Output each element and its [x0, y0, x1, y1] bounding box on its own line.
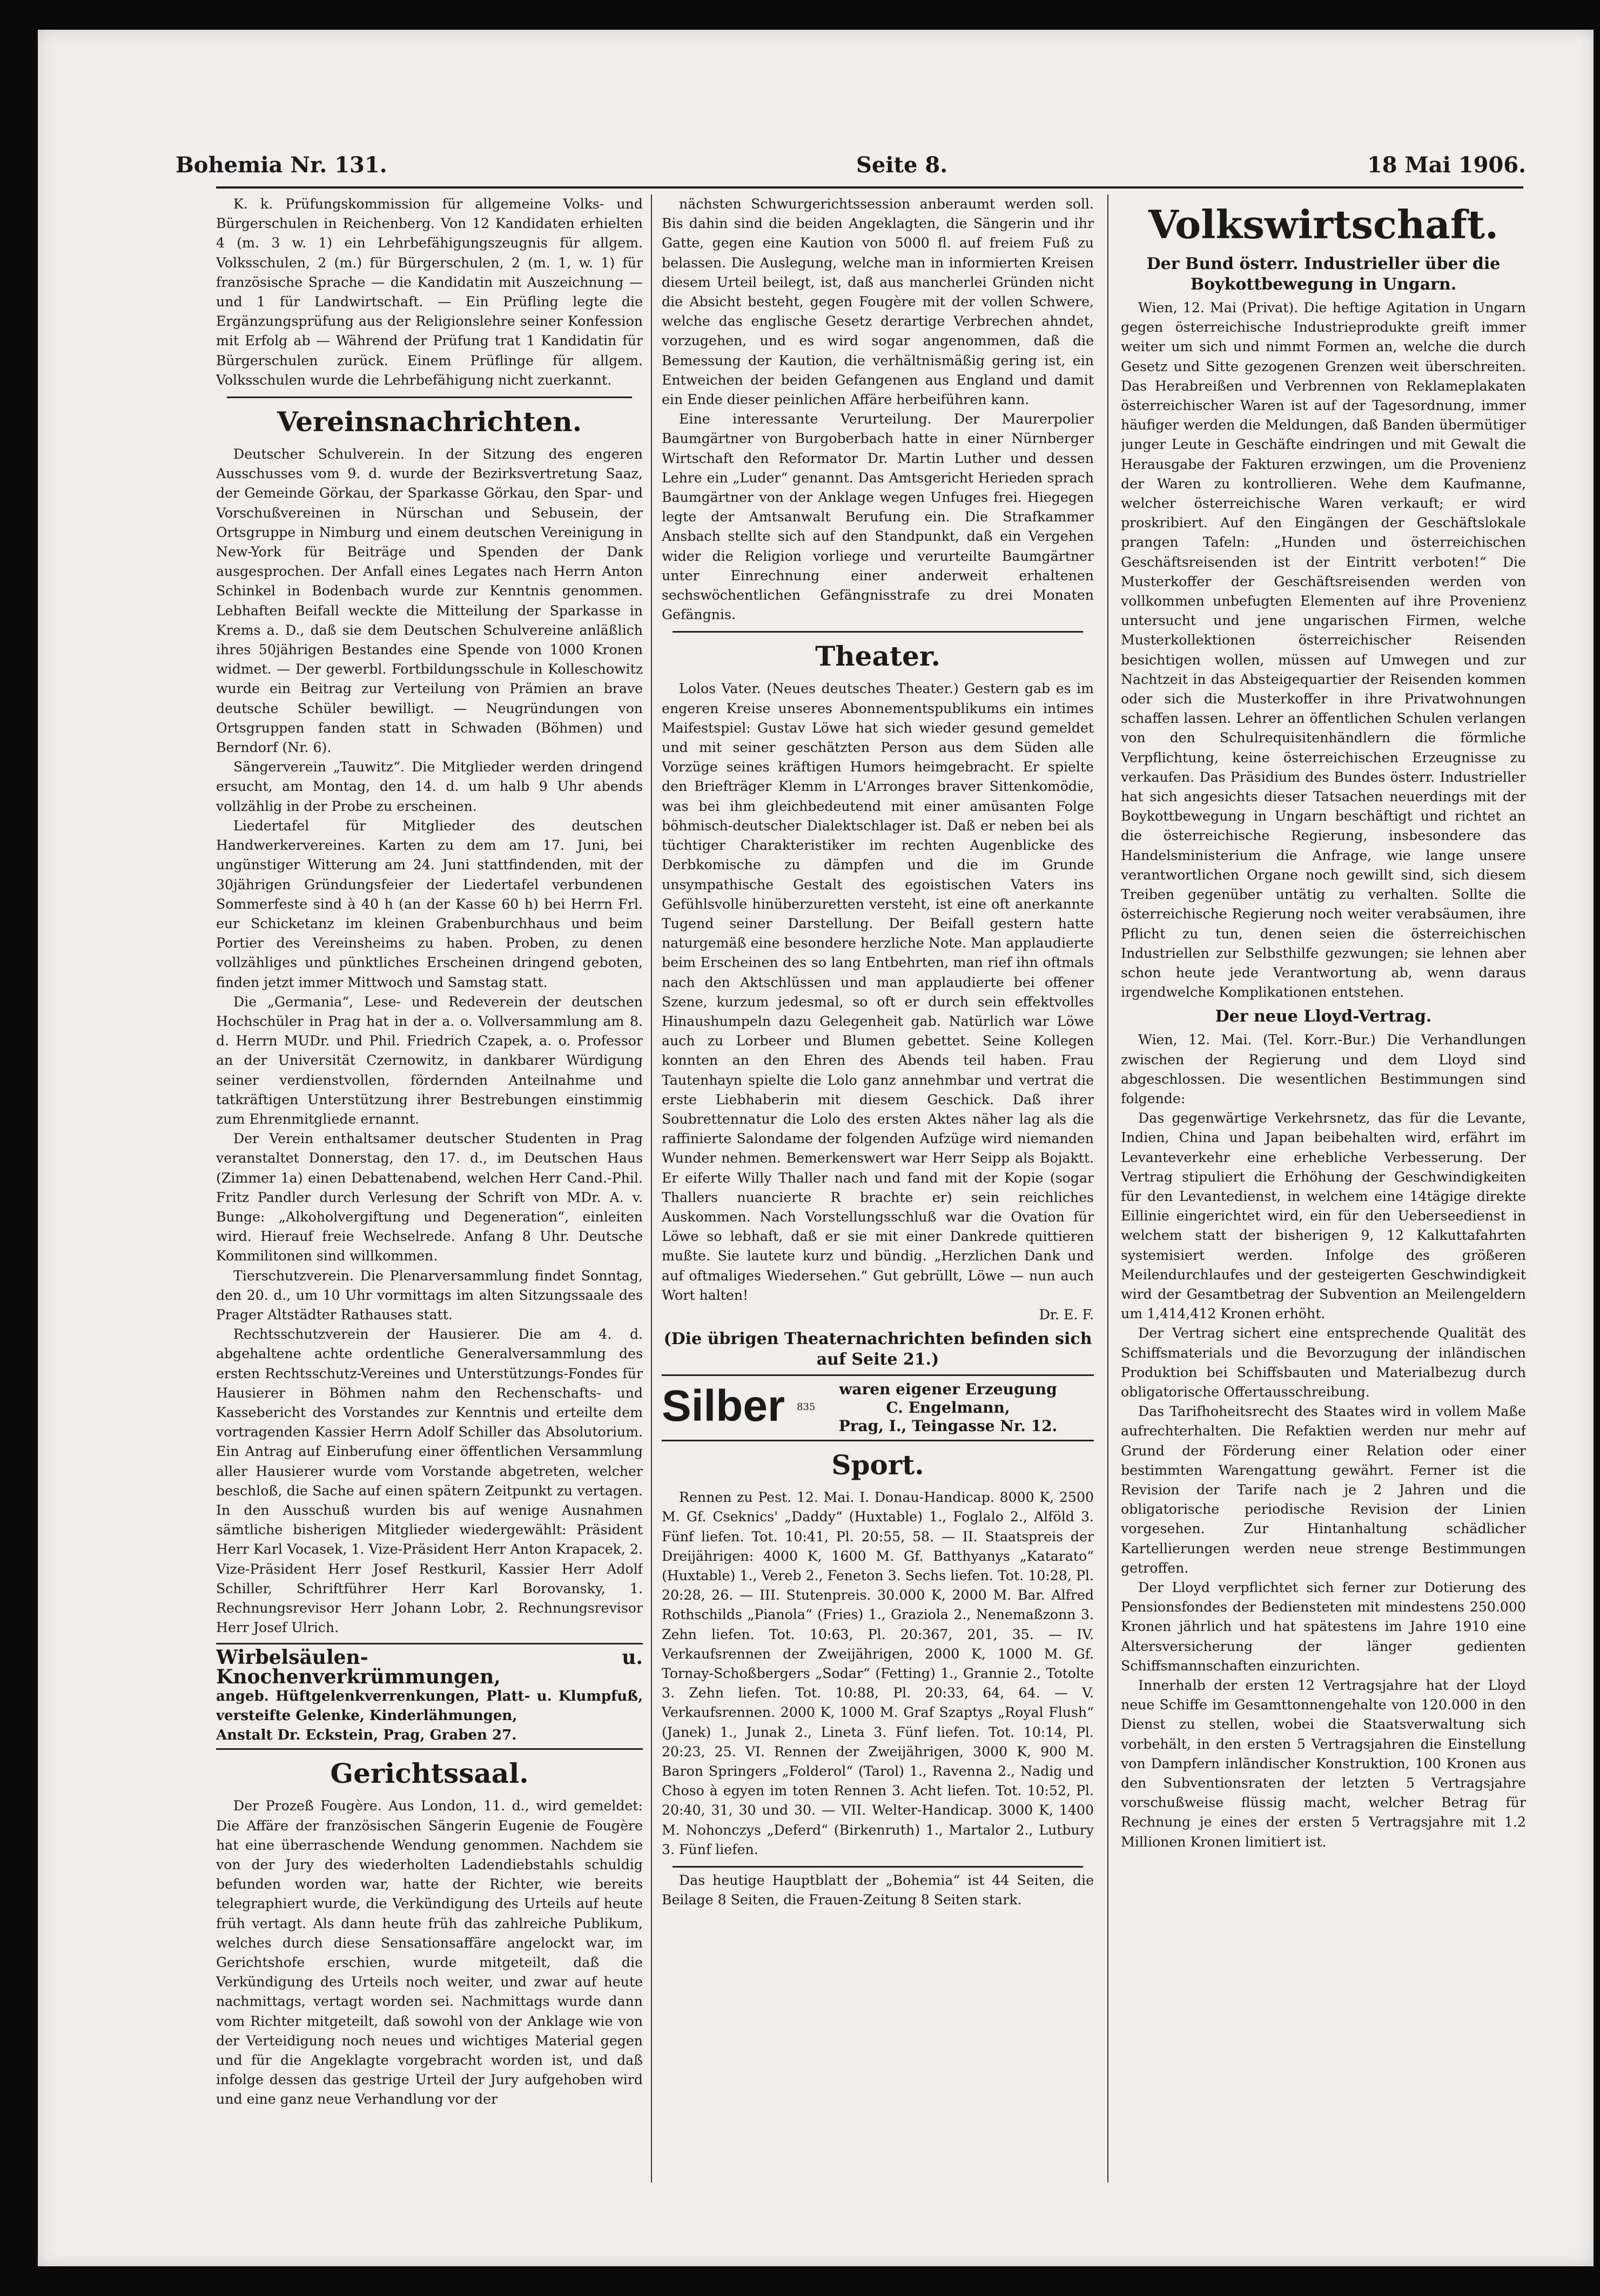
article-lloyd-intro: Wien, 12. Mai. (Tel. Korr.-Bur.) Die Verhandlungen zwischen der Regierung und dem Lloyd sind abgeschlossen. Die wesentlichen Bestimmungen sind folgende:: [1121, 1032, 1526, 1106]
article-boykottbewegung: Wien, 12. Mai (Privat). Die heftige Agitation in Ungarn gegen österreichische Industrieprodukte greift immer weiter um sich und nimmt Formen an, welche die durch Gesetz und Sitte gezogenen Grenzen weit überschreiten. Das Herabreißen und Verbrennen von Reklameplakaten österreichischer Waren ist auf der Tagesordnung, immer häufiger werden die Meldungen, daß Banden übermütiger junger Leute in Geschäfte eindringen und mit Gewalt die Herausgabe der Fakturen erzwingen, um die Provenienz der Waren zu kontrollieren. Wehe dem Kaufmanne, welcher österreichische Waren verkauft; er wird proskribiert. Auf den Eingängen der Geschäftslokale prangen Tafeln: „Hunden und österreichischen Geschäftsreisenden ist der Eintritt verboten!“ Die Musterkoffer der Geschäftsreisenden werden von vollkommen unbefugten Elementen auf ihre Provenienz untersucht und jene ungarischen Firmen, welche Musterkollektionen österreichischer Reisenden besichtigen wollen, müssen auf Umwegen und zur Nachtzeit in das Absteigequartier der Reisenden kommen oder sich die Musterkoffer in ihre Privatwohnungen schaffen lassen. Lehrer an öffentlichen Schulen verlangen von den Schulrequisitenhändlern die förmliche Verpflichtung, keine österreichischen Erzeugnisse zu verkaufen. Das Präsidium des Bundes österr. Industrieller hat sich angesichts dieser Tatsachen neuerdings mit der Boykottbewegung in Ungarn beschäftigt und richtet an die österreichische Regierung, insbesondere das Handelsministerium die Anfrage, wie lange unsere verantwortlichen Organe noch gewillt sind, sich diesem Treiben gegenüber untätig zu verhalten. Sollte die österreichische Regierung noch weiter verabsäumen, ihre Pflicht zu tun, denen seien die österreichischen Industriellen zur Selbsthilfe gezwungen; sie lehnen aber schon heute jede Verantwortung ab, wenn daraus irgendwelche Komplikationen entstehen.: [1121, 300, 1526, 1001]
advertisement-silber: [662, 1374, 1094, 1441]
article-tierschutzverein: Tierschutzverein. Die Plenarversammlung findet Sonntag, den 20. d., um 10 Uhr vormittags im alten Sitzungssaale des Prager Altstädter Rathauses statt.: [216, 1267, 643, 1322]
separator: [673, 1866, 1083, 1868]
ad-silber-info: [813, 1380, 1083, 1435]
article-lloyd-schiffe: Innerhalb der ersten 12 Vertragsjahre hat der Lloyd neue Schiffe im Gesamttonnengehalte von 120.000 in den Dienst zu stellen, wobei die Staatsverwaltung sich vorbehält, in den ersten 5 Vertragsjahren die Einstellung von Dampfern inländischer Konstruktion, 100 Kronen aus den Subventionsraten der letzten 5 Vertragsjahre vorschußweise flüssig macht, welcher Betrag für Rechnung je eines der ersten 5 Vertragsjahre mit 1.2 Millionen Kronen limitiert ist.: [1121, 1677, 1526, 1850]
ad-eckstein-text: angeb. Hüftgelenkverrenkungen, Platt- u. Klumpfuß, versteifte Gelenke, Kinderlähmungen,: [216, 1688, 643, 1724]
article-lloyd-pensionsfonds: Der Lloyd verpflichtet sich ferner zur Dotierung des Pensionsfondes der Bediensteten mit mindestens 250.000 Kronen jährlich und hat spätestens im Jahre 1910 eine Altersversicherung der länger gedienten Schiffsmannschaften einzurichten.: [1121, 1580, 1526, 1674]
article-lloyd-verkehrsnetz: Das gegenwärtige Verkehrsnetz, das für die Levante, Indien, China und Japan beibehalten wird, erfährt im Levanteverkehr eine erhebliche Verbesserung. Der Vertrag stipuliert die Erhöhung der Geschwindigkeiten für den Levantedienst, in welchem eine 14tägige direkte Eillinie eingerichtet wird, ein für den Ueberseedienst in welchem statt der bisherigen 9, 12 Kalkuttafahrten systemisiert werden. Infolge des größeren Meilendurchlaufes und der gesteigerten Geschwindigkeit wird der Gesamtbetrag der Subvention an Meilengeldern um 1,414,412 Kronen erhöht.: [1121, 1110, 1526, 1322]
separator: [227, 397, 632, 398]
ad-silber-brand: Silber: [662, 1381, 785, 1431]
separator: [673, 631, 1083, 633]
article-signature: Dr. E. F.: [1039, 1306, 1094, 1322]
article-schulverein: Deutscher Schulverein. In der Sitzung des engeren Ausschusses vom 9. d. wurde der Bezirksvertretung Saaz, der Gemeinde Görkau, der Sparkasse Görkau, den Spar- und Vorschußvereinen in Nürschan und Sebusein, der Ortsgruppe in Nimburg und einem deutschen Vereinigung in New-York für Beiträge und Spenden der Dank ausgesprochen. Der Anfall eines Legates nach Herrn Anton Schinkel in Bodenbach wurde zur Kenntnis genommen. Lebhaften Beifall weckte die Mitteilung der Sparkasse in Krems a. D., daß sie dem Deutschen Schulvereine anläßlich ihres 50jährigen Bestandes eine Spende von 1000 Kronen widmet. — Der gewerbl. Fortbildungsschule in Kolleschowitz wurde ein Beitrag zur Verteilung von Prämien an brave deutsche Schüler bewilligt. — Neugründungen von Ortsgruppen fanden statt in Schwaden (Böhmen) und Berndorf (Nr. 6).: [216, 446, 643, 756]
section-title-vereinsnachrichten: Vereinsnachrichten.: [277, 406, 582, 438]
header-page-number: Seite 8.: [856, 152, 948, 178]
header-rule: [216, 186, 1523, 189]
header-date: 18 Mai 1906.: [1367, 152, 1526, 178]
article-prozess-fougere: Der Prozeß Fougère. Aus London, 11. d., wird gemeldet: Die Affäre der französischen Sängerin Eugenie de Fougère hat eine überraschende Wendung genommen. Nachdem sie von der Jury des wiederholten Ladendiebstahls schuldig befunden worden war, hatte der Richter, wie bereits telegraphiert wurde, die Verkündigung des Urteils auf heute früh vertagt. Als dann heute früh das zahlreiche Publikum, welches durch diese Sensationsaffäre angelockt war, im Gerichtshofe erschien, wurde mitgeteilt, daß die Verkündigung des Urteils noch weiter, und zwar auf heute nachmittags, vertagt worden sei. Nachmittags wurde dann vom Richter mitgeteilt, daß sowohl von der Anklage wie von der Verteidigung noch neues und wichtiges Material gegen und für die Angeklagte vorgebracht worden ist, und daß infolge dessen das gestrige Urteil der Jury aufgehoben wird und eine ganz neue Verhandlung vor der: [216, 1798, 643, 2107]
article-liedertafel: Liedertafel für Mitglieder des deutschen Handwerkervereines. Karten zu dem am 17. Juni, bei ungünstiger Witterung am 24. Juni stattfindenden, mit der 30jährigen Gründungsfeier der Liedertafel verbundenen Sommerfeste sind à 40 h (an der Kasse 60 h) bei Herrn Frl. eur Schicketanz im kleinen Grabenburchhaus und beim Portier des Vereinsheims zu haben. Proben, zu denen vollzähliges und pünktliches Erscheinen dringend geboten, finden jetzt immer Mittwoch und Samstag statt.: [216, 817, 643, 990]
column-divider-1: [651, 194, 652, 2183]
article-lolos-vater: Lolos Vater. (Neues deutsches Theater.) Gestern gab es im engeren Kreise unseres Abonnementspublikums ein intimes Maifestspiel: Gustav Löwe hat sich wieder gesund gemeldet und mit seiner geschätzten Person aus dem Süden alle Vorzüge seines kräftigen Humors heimgebracht. Er spielte den Briefträger Klemm in L'Arronges braver Sittenkomödie, was bei ihm gleichbedeutend mit einer amüsanten Folge böhmisch-deutscher Dialektschlager ist. Daß er neben bei als tüchtiger Charakteristiker im rechten Augenblicke des Derbkomische zu dämpfen und die im Grunde unsympathische Gestalt des egoistischen Vaters ins Gefühlsvolle hinüberzuretten versteht, ist eine oft anerkannte Tugend seiner Darstellung. Der Beifall gestern hatte naturgemäß eine besondere herzliche Note. Man applaudierte beim Erscheinen des so lang Entbehrten, man rief ihn oftmals nach den Aktschlüssen und man applaudierte bei offener Szene, kurzum jedesmal, so oft er durch sein effektvolles Hinaushumpeln dazu Gelegenheit gab. Natürlich war Löwe auch zu Lorbeer und Blumen gebettet. Seine Kollegen konnten an den Ehren des Abends teil haben. Frau Tautenhayn spielte die Lolo ganz annehmbar und vertrat die erste Liebhaberin mit diesem Geschick. Daß ihrer Soubrettennatur die Lolo des ersten Aktes näher lag als die raffinierte Salondame der folgenden Aufzüge wird niemanden Wunder nehmen. Bemerkenswert war Herr Seipp als Bojaktt. Er eiferte Willy Thaller nach und fand mit der Kopie (sogar Thallers nuancierte R brachte er) sein reichliches Auskommen. Nach Vorstellungsschluß war die Ovation für Löwe so lebhaft, daß er sie mit einer Dankrede quittieren mußte. Sie lautete kurz und bündig. „Herzlichen Dank und auf oftmaliges Wiedersehen.“ Gut gebrüllt, Löwe — nun auch Wort halten!: [662, 681, 1094, 1303]
ad-eckstein-address: Anstalt Dr. Eckstein, Prag, Graben 27.: [216, 1727, 517, 1744]
section-title-gerichtssaal: Gerichtssaal.: [330, 1757, 529, 1790]
article-enthaltsame-studenten: Der Verein enthaltsamer deutscher Studenten in Prag veranstaltet Donnerstag, den 17. d., im Deutschen Haus (Zimmer 1a) einen Debattenabend, welchen Herr Cand.-Phil. Fritz Pandler durch Verlesung der Schrift von MDr. A. v. Bunge: „Alkoholvergiftung und Degeneration“, einleiten wird. Hierauf freie Wechselrede. Anfang 8 Uhr. Deutsche Kommilitonen sind willkommen.: [216, 1131, 643, 1264]
column-divider-2: [1107, 194, 1108, 2183]
column-3: [1121, 194, 1526, 2193]
header-issue: Bohemia Nr. 131.: [176, 152, 387, 178]
column-1: [216, 194, 643, 2193]
headline-bund-industrieller: Der Bund österr. Industrieller über die Boykottbewegung in Ungarn.: [1146, 254, 1501, 294]
ad-silber-line1: waren eigener Erzeugung: [839, 1380, 1057, 1399]
article-rechtsschutzverein: Rechtsschutzverein der Hausierer. Die am 4. d. abgehaltene achte ordentliche Generalversammlung des ersten Rechtsschutz-Vereines und Unterstützungs-Fondes für Hausierer in Böhmen nahm den Rechenschafts- und Kassebericht des Vorstandes zur Kenntnis und erteilte dem vortragenden Kassier Herrn Adolf Schiller das Absolutorium. Ein Antrag auf Einberufung einer öffentlichen Versammlung aller Hausierer wurde vom Vorstande abgetreten, welcher beschloß, die Sache auf einen spätern Zeitpunkt zu vertagen. In den Ausschuß wurden bis auf wenige Ausnahmen sämtliche bisherigen Mitglieder wiedergewählt: Präsident Herr Karl Vocasek, 1. Vize-Präsident Herr Anton Krapacek, 2. Vize-Präsident Herr Josef Restkuril, Kassier Herr Adolf Schiller, Schriftführer Herr Karl Borovansky, 1. Rechnungsrevisor Herr Johann Lobr, 2. Rechnungsrevisor Herr Josef Ulrich.: [216, 1326, 643, 1636]
section-title-sport: Sport.: [831, 1449, 924, 1481]
ad-silber-line3: Prag, I., Teingasse Nr. 12.: [838, 1417, 1058, 1435]
ad-silber-number: 835: [797, 1401, 816, 1413]
article-lloyd-schiffsmaterial: Der Vertrag sichert eine entsprechende Qualität des Schiffsmaterials und die Bevorzugung der inländischen Produktion bei Schiffsbauten und Materialbezug durch obligatorische Offertausschreibung.: [1121, 1325, 1526, 1400]
column-2: [662, 194, 1094, 2193]
advertisement-eckstein: [216, 1643, 643, 1750]
article-rennen-pest: Rennen zu Pest. 12. Mai. I. Donau-Handicap. 8000 K, 2500 M. Gf. Cseknics' „Daddy“ (Huxtable) 1., Foglalo 2., Alföld 3. Fünf liefen. Tot. 10:41, Pl. 20:55, 58. — II. Staatspreis der Dreijährigen: 4000 K, 1600 M. Gf. Batthyanys „Katarato“ (Huxtable) 1., Vereb 2., Feneton 3. Sechs liefen. Tot. 10:28, Pl. 20:28, 26. — III. Stutenpreis. 30.000 K, 2000 M. Bar. Alfred Rothschilds „Pianola“ (Fries) 1., Graziola 2., Nenemaßzonn 3. Zehn liefen. Tot. 10:63, Pl. 20:367, 201, 35. — IV. Verkaufsrennen der Zweijährigen, 2000 K, 1000 M. Gf. Tornay-Schoßbergers „Sodar“ (Fetting) 1., Grannie 2., Totolte 3. Zehn liefen. Tot. 10:88, Pl. 20:33, 64, 64. — V. Verkaufsrennen. 2000 K, 1000 M. Graf Szaptys „Royal Flush“ (Janek) 1., Junak 2., Lineta 3. Fünf liefen. Tot. 10:14, Pl. 20:23, 25. VI. Rennen der Zweijährigen, 3000 K, 900 M. Baron Springers „Folderol“ (Tarol) 1., Ravenna 2., Nadig und Choso à egyen im toten Rennen 3. Acht liefen. Tot. 10:52, Pl. 20:40, 31, 30 und 30. — VII. Welter-Handicap. 3000 K, 1400 M. Nohonczys „Deferd“ (Birkenruth) 1., Martalor 2., Lutbury 3. Fünf liefen.: [662, 1489, 1094, 1857]
headline-lloyd-vertrag: Der neue Lloyd-Vertrag.: [1215, 1007, 1432, 1026]
ad-eckstein-headline: Wirbelsäulen- u. Knochenverkrümmungen,: [216, 1646, 643, 1689]
article-verurteilung: Eine interessante Verurteilung. Der Maurerpolier Baumgärtner von Burgoberbach hatte in einer Nürnberger Wirtschaft den Reformator Dr. Martin Luther und dessen Lehre ein „Luder“ genannt. Das Amtsgericht Herieden sprach Baumgärtner von der Anklage wegen Unfuges frei. Hiegegen legte der Amtsanwalt Berufung ein. Die Strafkammer Ansbach stellte sich auf den Standpunkt, daß ein Vergehen wider die Religion vorliege und verurteilte Baumgärtner unter Einrechnung einer anderweit erhaltenen sechswöchentlichen Gefängnisstrafe zu drei Monaten Gefängnis.: [662, 411, 1094, 623]
page-header: [176, 152, 1526, 185]
ad-silber-line2: C. Engelmann,: [886, 1399, 1010, 1417]
article-pruefungskommission: K. k. Prüfungskommission für allgemeine Volks- und Bürgerschulen in Reichenberg. Von 12 Kandidaten erhielten 4 (m. 3 w. 1) ein Lehrbefähigungszeugnis für allgem. Volksschulen, 2 (m.) für Bürgerschulen, 2 (m. 1, w. 1) für französische Sprache — die Kandidatin mit Auszeichnung — und 1 für Landwirtschaft. — Ein Prüfling legte die Ergänzungsprüfung aus der Religionslehre seiner Konfession mit Erfolg ab — Während der Prüfung trat 1 Kandidatin für Bürgerschulen zurück. Einem Prüflinge für allgem. Volksschulen wurde die Lehrbefähigung nicht zuerkannt.: [216, 196, 643, 388]
article-germania: Die „Germania“, Lese- und Redeverein der deutschen Hochschüler in Prag hat in der a. o. Vollversammlung am 8. d. Herrn MUDr. und Phil. Friedrich Czapek, a. o. Professor an der Universität Czernowitz, in dankbarer Würdigung seiner verdienstvollen, fördernden Anteilnahme und tatkräftigen Unterstützung ihrer Bestrebungen einstimmig zum Ehrenmitgliede ernannt.: [216, 993, 643, 1127]
section-title-volkswirtschaft: Volkswirtschaft.: [1148, 202, 1499, 247]
article-fougere-continued: nächsten Schwurgerichtssession anberaumt werden soll. Bis dahin sind die beiden Angeklagten, die Sängerin und ihr Gatte, gegen eine Kaution von 5000 fl. auf freiem Fuß zu belassen. Die Auslegung, welche man in informierten Kreisen diesem Urteil beilegt, ist, daß aus mancherlei Gründen nicht die Absicht besteht, gegen Fougère mit der vollen Schwere, welche das englische Gesetz derartige Verbrechen ahndet, vorzugehen, und es wird sogar angenommen, daß die Bemessung der Kaution, die verhältnismäßig gering ist, ein Entweichen der beiden Gefangenen aus England und damit ein Ende dieser peinlichen Affäre herbeiführen kann.: [662, 196, 1094, 408]
article-lloyd-tarif: Das Tarifhoheitsrecht des Staates wird in vollem Maße aufrechterhalten. Die Refaktien werden nur mehr auf Grund der Förderung einer Relation oder einer bestimmten Warengattung gewährt. Ferner ist die Revision der Tarife nach je 2 Jahren und die obligatorische periodische Revision der Linien vorgesehen. Zur Hintanhaltung schädlicher Kartellierungen werden neue strenge Bestimmungen getroffen.: [1121, 1404, 1526, 1576]
article-saengerverein: Sängerverein „Tauwitz“. Die Mitglieder werden dringend ersucht, am Montag, den 14. d. um halb 9 Uhr abends vollzählig in der Probe zu erscheinen.: [216, 759, 643, 814]
article-hauptblatt-note: Das heutige Hauptblatt der „Bohemia“ ist 44 Seiten, die Beilage 8 Seiten, die Frauen-Zeitung 8 Seiten stark.: [662, 1872, 1094, 1908]
theater-note: (Die übrigen Theaternachrichten befinden sich auf Seite 21.): [663, 1330, 1092, 1369]
section-title-theater: Theater.: [815, 640, 940, 673]
